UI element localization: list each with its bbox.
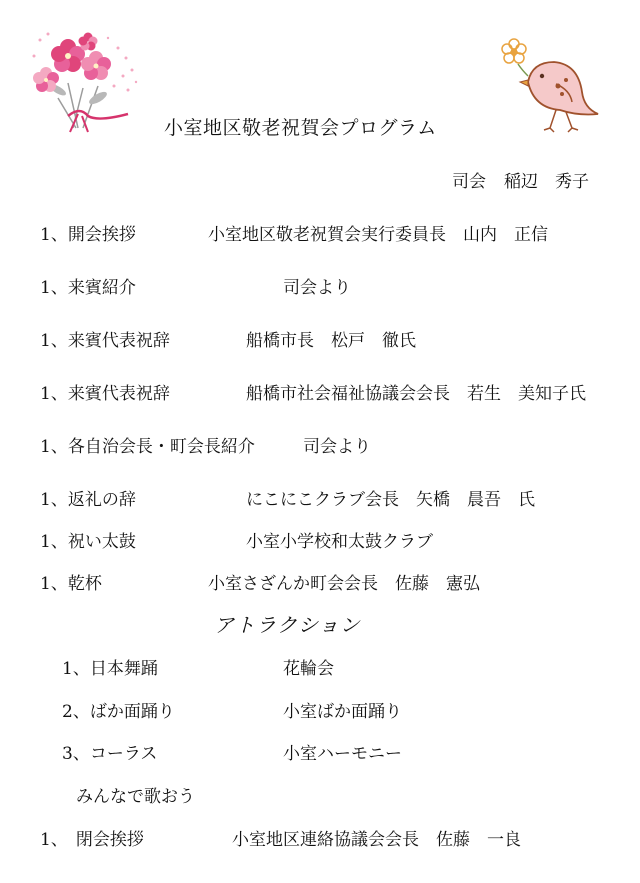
attraction-item-detail: 花輪会 (283, 659, 334, 679)
item-name: 来賓代表祝辞 (67, 331, 170, 351)
bird-with-flower-icon (498, 36, 608, 140)
program-item-guest-speech-2 (40, 379, 170, 404)
program-item-detail: 司会より (283, 278, 351, 298)
attraction-item-chorus (62, 739, 157, 764)
program-item-closing (40, 825, 144, 850)
item-name: 開会挨拶 (67, 225, 136, 245)
item-name: コーラス (89, 744, 158, 764)
attraction-item-detail: 小室ばか面踊り (283, 702, 402, 722)
item-name: ばか面踊り (89, 702, 175, 722)
program-item-detail: 小室地区連絡協議会会長 佐藤 一良 (232, 830, 521, 850)
item-name: 各自治会長・町会長紹介 (67, 437, 255, 457)
program-item-toast (40, 569, 102, 594)
program-item-detail: 司会より (303, 437, 371, 457)
item-number: 1、 (40, 830, 68, 850)
program-item-detail: 小室さざんか町会会長 佐藤 憲弘 (208, 574, 480, 594)
program-item-detail: 小室地区敬老祝賀会実行委員長 山内 正信 (208, 225, 548, 245)
item-name: 来賓代表祝辞 (67, 384, 170, 404)
flower-bouquet-icon (28, 28, 148, 142)
item-number: 1、 (40, 225, 68, 245)
item-number: 3、 (62, 744, 90, 764)
program-item-detail: にこにこクラブ会長 矢橋 晨吾 氏 (246, 490, 535, 510)
program-item-response (40, 485, 136, 510)
mc-label: 司会 (452, 172, 486, 192)
item-name: 日本舞踊 (89, 659, 158, 679)
item-number: 1、 (40, 437, 68, 457)
attraction-item-dance (62, 654, 158, 679)
program-item-guest-speech-1 (40, 326, 170, 351)
item-name: 乾杯 (67, 574, 102, 594)
master-of-ceremonies (452, 167, 589, 192)
item-name: 祝い太鼓 (67, 532, 136, 552)
mc-name: 稲辺 秀子 (504, 172, 589, 192)
item-number: 1、 (40, 384, 68, 404)
item-number: 1、 (40, 331, 68, 351)
item-number: 2、 (62, 702, 90, 722)
page-title: 小室地区敬老祝賀会プログラム (164, 117, 437, 139)
item-number: 1、 (62, 659, 90, 679)
program-item-detail: 船橋市長 松戸 徹氏 (246, 331, 416, 351)
attraction-item-detail: 小室ハーモニー (283, 744, 402, 764)
item-number: 1、 (40, 490, 68, 510)
program-item-guest-intro (40, 273, 136, 298)
attractions-heading: アトラクション (214, 613, 361, 637)
program-item-detail: 小室小学校和太鼓クラブ (246, 532, 433, 552)
program-item-chairs-intro (40, 432, 255, 457)
item-name: 来賓紹介 (67, 278, 136, 298)
item-number: 1、 (40, 532, 68, 552)
item-name: 返礼の辞 (67, 490, 136, 510)
attraction-item-bakamen (62, 697, 175, 722)
program-item-opening (40, 220, 136, 245)
program-item-detail: 船橋市社会福祉協議会会長 若生 美知子氏 (246, 384, 586, 404)
item-name: 閉会挨拶 (75, 830, 144, 850)
singalong-note: みんなで歌おう (76, 787, 195, 807)
item-number: 1、 (40, 278, 68, 298)
program-item-taiko (40, 527, 136, 552)
item-number: 1、 (40, 574, 68, 594)
